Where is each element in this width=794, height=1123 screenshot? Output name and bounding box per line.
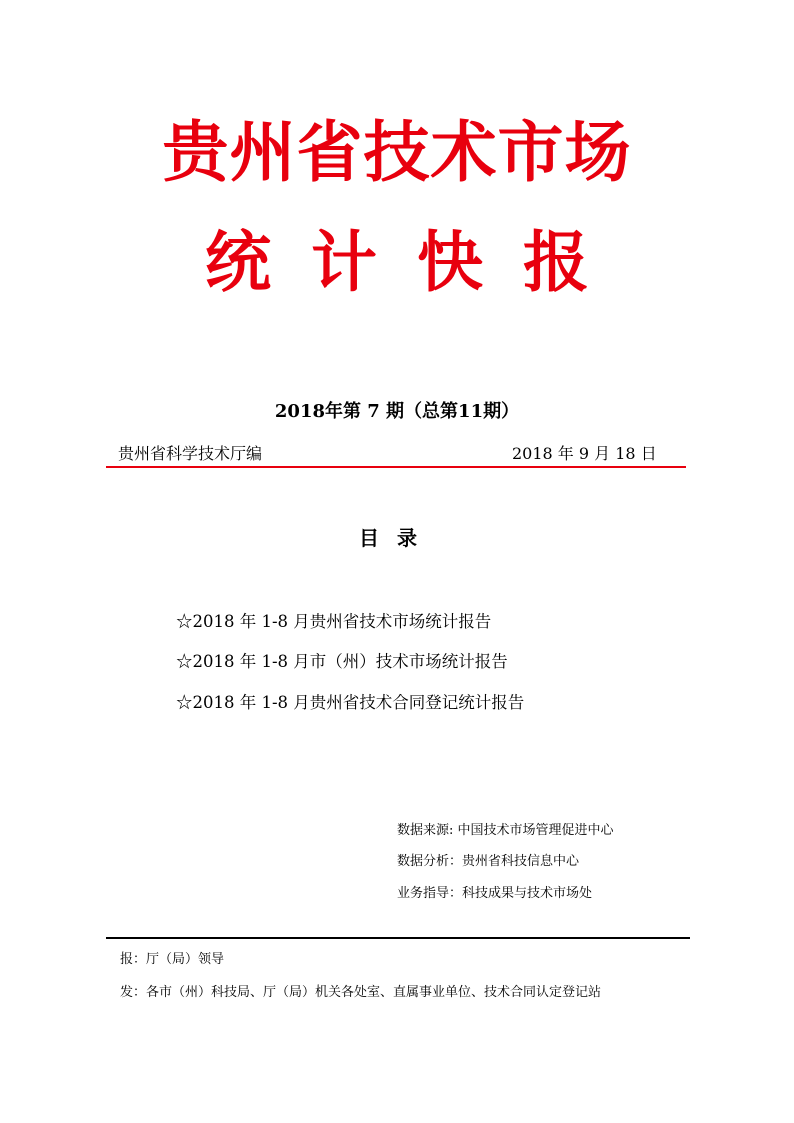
data-analysis: 数据分析：贵州省科技信息中心 — [397, 854, 580, 869]
publish-date: 2018 年 9 月 18 日 — [512, 444, 657, 463]
toc-item: ☆2018 年 1-8 月贵州省技术合同登记统计报告 — [176, 693, 525, 712]
masthead-subtitle-char: 统 — [205, 223, 271, 301]
header-divider — [106, 466, 686, 468]
report-to: 报：厅（局）领导 — [120, 952, 225, 967]
toc-heading: 目录 — [359, 526, 435, 550]
masthead-subtitle-char: 计 — [311, 223, 377, 301]
masthead-subtitle-char: 快 — [417, 223, 483, 301]
masthead-subtitle — [0, 222, 794, 302]
toc-item: ☆2018 年 1-8 月市（州）技术市场统计报告 — [176, 652, 508, 671]
business-guidance: 业务指导：科技成果与技术市场处 — [397, 886, 593, 901]
masthead-subtitle-char: 报 — [523, 223, 589, 301]
issue-number: 2018年第 7 期（总第11期） — [274, 401, 520, 422]
toc-item: ☆2018 年 1-8 月贵州省技术市场统计报告 — [176, 612, 492, 631]
editor-line: 贵州省科学技术厅编 — [118, 444, 263, 463]
send-to: 发：各市（州）科技局、厅（局）机关各处室、直属事业单位、技术合同认定登记站 — [120, 985, 602, 1000]
data-source: 数据来源: 中国技术市场管理促进中心 — [397, 823, 614, 838]
masthead-title: 贵州省技术市场 — [162, 113, 632, 191]
footer-divider — [106, 937, 690, 939]
